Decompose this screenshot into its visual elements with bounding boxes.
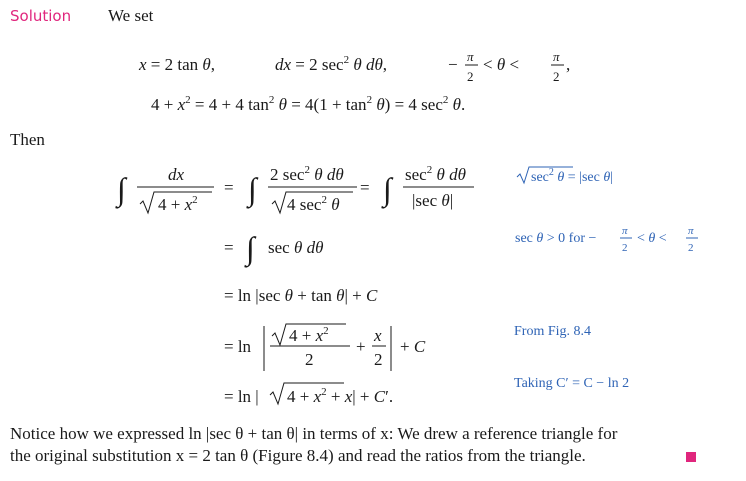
svg-text:< θ <: < θ <	[637, 231, 667, 246]
svg-text:sec θ > 0 for −: sec θ > 0 for −	[515, 231, 597, 246]
svg-text:∫: ∫	[117, 171, 126, 207]
svg-text:sec2 θ = |sec θ|: $\sec^2 \theta = |\sec$ θ|	[531, 167, 614, 185]
solution-label: Solution	[10, 7, 72, 25]
step-1	[115, 164, 474, 214]
intro-text: We set	[108, 6, 154, 25]
svg-text:4 sec2 θ: 4 $\sec^2 \theta$	[287, 194, 340, 214]
svg-text:dx = 2 sec2 θ dθ,: dx = 2 $\sec^2 \theta$ dθ,	[275, 54, 388, 74]
step-4	[224, 324, 426, 371]
svg-text:π: π	[688, 225, 694, 237]
svg-text:+: +	[356, 337, 366, 356]
svg-text:,: ,	[566, 55, 571, 74]
step-5	[224, 383, 393, 406]
svg-text:4 + x2: $4 + x^2$	[289, 325, 329, 345]
svg-text:2: 2	[688, 242, 694, 254]
svg-text:< θ <: < θ <	[483, 55, 520, 74]
note-positive	[515, 225, 698, 254]
end-of-solution-mark	[686, 452, 696, 462]
svg-text:2: 2	[553, 69, 560, 84]
svg-text:= ln |: = ln |	[224, 387, 259, 406]
svg-text:π: π	[553, 49, 560, 64]
svg-text:∫: ∫	[248, 171, 257, 207]
svg-text:4 + x2 + x| + C′.: $4 + x^2 + x| + C'$.	[287, 386, 394, 406]
svg-text:= ln: = ln	[224, 337, 252, 356]
svg-text:=: =	[224, 178, 234, 197]
svg-text:∫: ∫	[383, 171, 392, 207]
svg-text:2: 2	[374, 350, 383, 369]
svg-text:∫: ∫	[246, 230, 255, 266]
step-3: = ln |sec θ + tan θ| + C	[224, 286, 378, 305]
svg-text:−: −	[448, 55, 458, 74]
note-abs-sec	[517, 167, 613, 185]
svg-text:π: π	[467, 49, 474, 64]
svg-text:2: 2	[622, 242, 628, 254]
svg-text:+ C: + C	[400, 337, 426, 356]
note-fig: From Fig. 8.4	[514, 324, 592, 339]
then-label: Then	[10, 130, 45, 149]
svg-text:4 + x2: $4 + x^2$	[158, 194, 198, 214]
conclusion-line-2: the original substitution x = 2 tan θ (Figure 8.4) and read the ratios from the triangle.	[10, 446, 586, 465]
step-2	[224, 230, 323, 268]
svg-text:x = 2 tan θ,: x = 2 tan θ,	[139, 55, 216, 74]
svg-text:=: =	[360, 178, 370, 197]
svg-text:x: x	[374, 326, 382, 345]
svg-text:sec2 θ dθ: $\sec^2 \theta$ dθ	[405, 164, 466, 184]
svg-text:π: π	[622, 225, 628, 237]
svg-text:2 sec2 θ dθ: 2 $\sec^2 \theta$ dθ	[270, 164, 344, 184]
svg-text:=: =	[224, 238, 234, 257]
svg-text:|sec θ|: |sec θ|	[412, 191, 454, 210]
svg-text:2: 2	[467, 69, 474, 84]
svg-text:sec θ dθ: sec θ dθ	[268, 238, 324, 257]
substitution-line	[138, 49, 570, 84]
svg-text:dx: dx	[168, 165, 185, 184]
note-taking: Taking C′ = C − ln 2	[514, 376, 630, 391]
svg-text:2: 2	[305, 350, 314, 369]
identity-line: $4 + x^2 = 4 + 4$ $\tan^2 \theta = 4(1 + \tan^2 \theta) = 4$ $\sec^2 \theta$.	[151, 94, 466, 114]
conclusion-line-1: Notice how we expressed ln |sec θ + tan θ| in terms of x: We drew a reference triangle for	[10, 424, 618, 443]
